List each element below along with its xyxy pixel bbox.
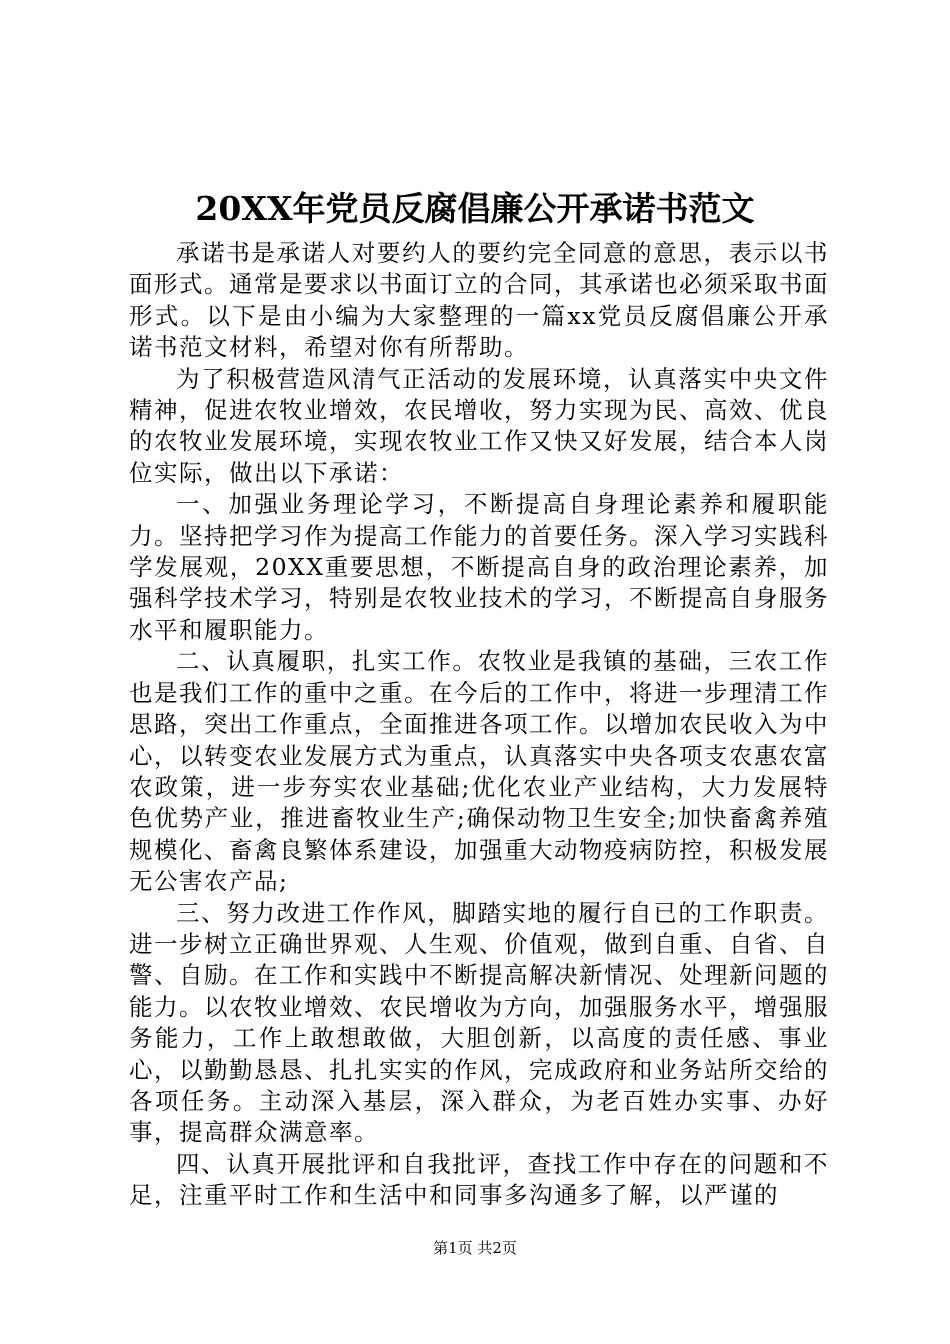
paragraph-commitment-preamble: 为了积极营造风清气正活动的发展环境，认真落实中央文件精神，促进农牧业增效，农民增收，努力实现为民、高效、优良的农牧业发展环境，实现农牧业工作又快又好发展，结合本人岗位实际，做出以下承诺：	[129, 364, 829, 487]
paragraph-item-4: 四、认真开展批评和自我批评，查找工作中存在的问题和不足，注重平时工作和生活中和同事多沟通多了解，以严谨的	[129, 1149, 829, 1210]
paragraph-intro: 承诺书是承诺人对要约人的要约完全同意的意思，表示以书面形式。通常是要求以书面订立的合同，其承诺也必须采取书面形式。以下是由小编为大家整理的一篇xx党员反腐倡廉公开承诺书范文材料，希望对你有所帮助。	[129, 239, 829, 362]
paragraph-item-3: 三、努力改进工作作风，脚踏实地的履行自已的工作职责。进一步树立正确世界观、人生观、价值观，做到自重、自省、自警、自励。在工作和实践中不断提高解决新情况、处理新问题的能力。以农牧业增效、农民增收为方向，加强服务水平，增强服务能力，工作上敢想敢做，大胆创新，以高度的责任感、事业心，以勤勤恳恳、扎扎实实的作风，完成政府和业务站所交给的各项任务。主动深入基层，深入群众，为老百姓办实事、办好事，提高群众满意率。	[129, 898, 829, 1147]
paragraph-item-1: 一、加强业务理论学习，不断提高自身理论素养和履职能力。坚持把学习作为提高工作能力的首要任务。深入学习实践科学发展观，20XX重要思想，不断提高自身的政治理论素养，加强科学技术学习，特别是农牧业技术的学习，不断提高自身服务水平和履职能力。	[129, 490, 829, 644]
document-title: 20XX年党员反腐倡廉公开承诺书范文	[195, 189, 755, 228]
page-number-footer: 第1页 共2页	[433, 1239, 517, 1257]
document-body	[129, 238, 829, 1212]
paragraph-item-2: 二、认真履职，扎实工作。农牧业是我镇的基础，三农工作也是我们工作的重中之重。在今后的工作中，将进一步理清工作思路，突出工作重点，全面推进各项工作。以增加农民收入为中心，以转变农业发展方式为重点，认真落实中央各项支农惠农富农政策，进一步夯实农业基础;优化农业产业结构，大力发展特色优势产业，推进畜牧业生产;确保动物卫生安全;加快畜禽养殖规模化、畜禽良繁体系建设，加强重大动物疫病防控，积极发展无公害农产品;	[129, 647, 829, 896]
